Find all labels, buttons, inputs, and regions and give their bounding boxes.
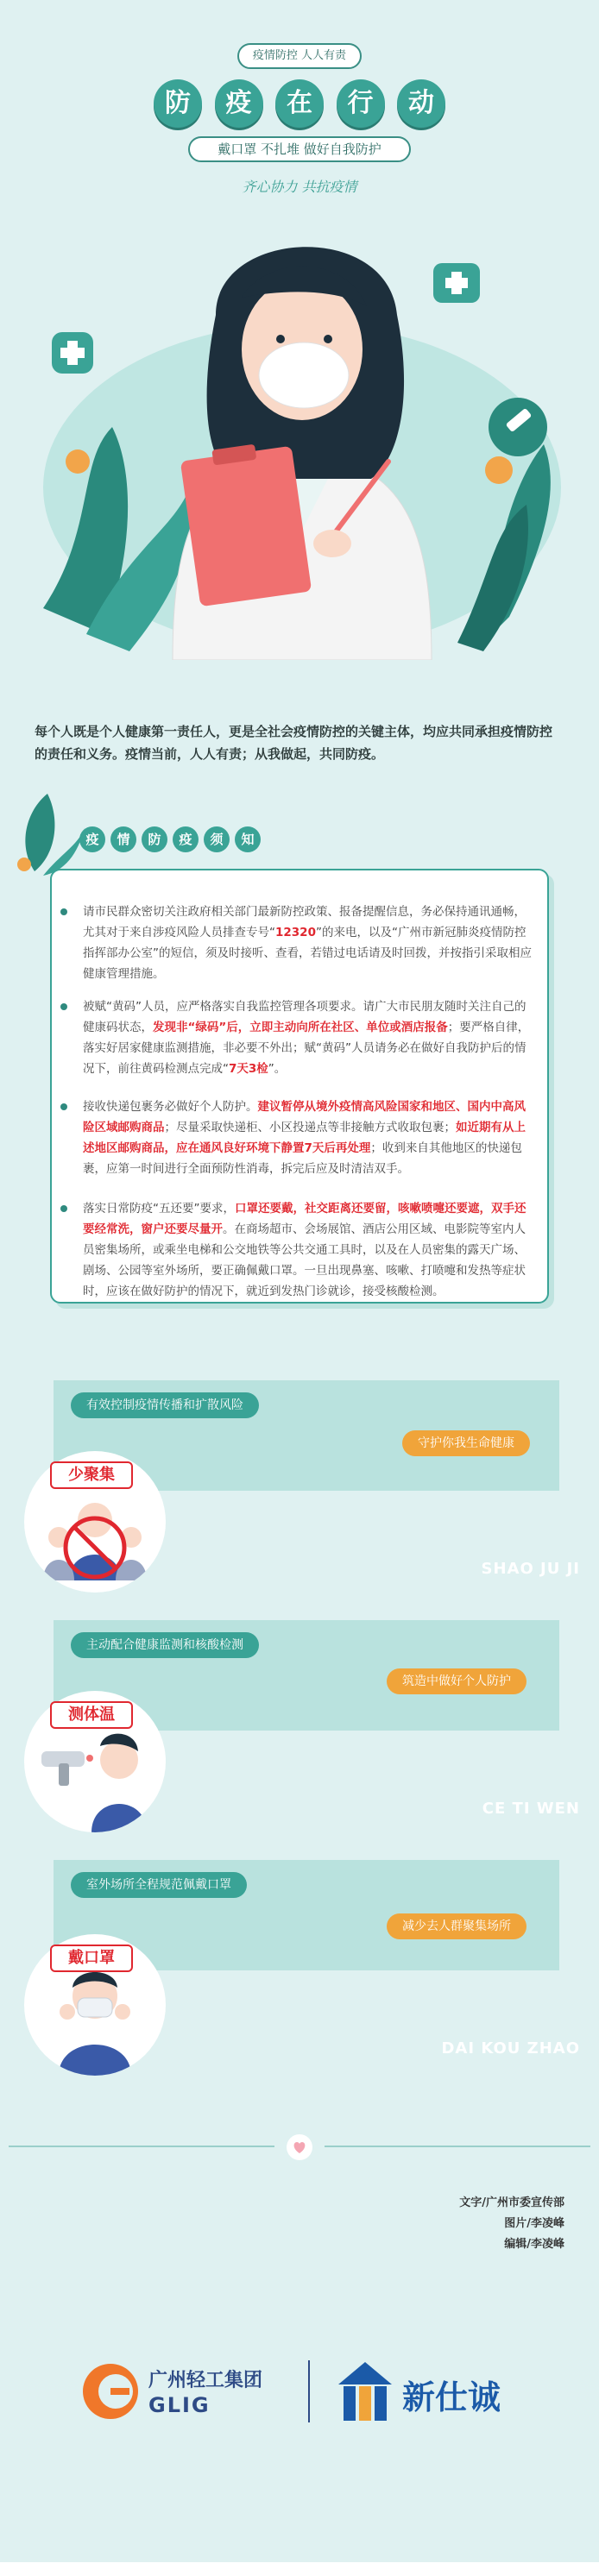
credit-line: 图片/李凌峰 bbox=[504, 2217, 564, 2230]
notice-item: 落实日常防疫“五还要”要求，口罩还要戴，社交距离还要留，咳嗽喷嚏还要遮，双手还要经常洗，窗户还要尽量开。在商场超市、会场展馆、酒店公用区域、电影院等室内人员密集场所，或乘坐电梯和公交地铁等公共交通工具时，以及在人员密集的露天广场、剧场、公园等室外场所，要正确佩戴口罩。一旦出现鼻塞、咳嗽、打喷嚏和发热等症状时，应该在做好防护的情况下，就近到发热门诊就诊，接受核酸检测。 bbox=[83, 1198, 532, 1302]
intro-text: 每个人既是个人健康第一责任人，更是全社会疫情防控的关键主体，均应共同承担疫情防控的责任和义务。疫情当前，人人有责；从我做起，共同防疫。 bbox=[35, 724, 553, 762]
heart-icon bbox=[287, 2134, 312, 2160]
title-char: 在 bbox=[275, 79, 324, 128]
glig-name-en: GLIG bbox=[148, 2393, 211, 2417]
block-pinyin: CE TI WEN bbox=[482, 1800, 580, 1818]
credit-line: 文字/广州市委宣传部 bbox=[459, 2196, 564, 2209]
notice-card bbox=[50, 869, 549, 1304]
title-char: 疫 bbox=[215, 79, 263, 128]
title-char: 防 bbox=[154, 79, 202, 128]
notice-item: 接收快递包裹务必做好个人防护。建议暂停从境外疫情高风险国家和地区、国内中高风险区域邮购商品；尽量采取快递柜、小区投递点等非接触方式收取包裹；如近期有从上述地区邮购商品，应在通风良好环境下静置7天后再处理；收到来自其他地区的快递包裹，应第一时间进行全面预防性消毒，拆完后应及时清洁双手。 bbox=[83, 1096, 532, 1179]
block-green-pill: 有效控制疫情传播和扩散风险 bbox=[71, 1392, 259, 1418]
block-pinyin: DAI KOU ZHAO bbox=[441, 2039, 580, 2058]
notice-heading-char: 防 bbox=[142, 826, 167, 852]
bullet-dot bbox=[60, 1205, 67, 1212]
notice-heading-char: 知 bbox=[235, 826, 261, 852]
xsc-name: 新仕诚 bbox=[402, 2378, 501, 2416]
slogan: 齐心协力 共抗疫情 bbox=[242, 179, 357, 195]
block-green-pill: 室外场所全程规范佩戴口罩 bbox=[71, 1872, 247, 1898]
block-label: 测体温 bbox=[50, 1701, 133, 1729]
block-label: 少聚集 bbox=[50, 1461, 133, 1489]
glig-mark-icon bbox=[79, 2360, 142, 2422]
notice-heading bbox=[79, 826, 261, 852]
glig-name-cn: 广州轻工集团 bbox=[148, 2370, 263, 2391]
title-row bbox=[154, 79, 445, 131]
notice-heading-char: 疫 bbox=[173, 826, 199, 852]
notice-heading-char: 情 bbox=[110, 826, 136, 852]
leaf-decoration bbox=[9, 785, 86, 880]
notice-heading-char: 疫 bbox=[79, 826, 105, 852]
block-orange-pill: 减少去人群聚集场所 bbox=[387, 1913, 526, 1939]
glig-logo bbox=[79, 2357, 269, 2426]
bottom-margin bbox=[0, 2562, 599, 2576]
notice-heading-char: 须 bbox=[204, 826, 230, 852]
notice-item: 被赋“黄码”人员，应严格落实自我监控管理各项要求。请广大市民朋友随时关注自己的健康码状态，发现非“绿码”后，立即主动向所在社区、单位或酒店报备；要严格自律，落实好居家健康监测措施，非必要不外出；赋“黄码”人员请务必在做好自我防护后的情况下，前往黄码检测点完成“7天3检”。 bbox=[83, 996, 532, 1079]
bullet-dot bbox=[60, 1103, 67, 1110]
footer-divider bbox=[325, 2146, 590, 2147]
block-label: 戴口罩 bbox=[50, 1945, 133, 1972]
xsc-logo bbox=[335, 2357, 525, 2426]
footer-divider bbox=[9, 2146, 274, 2147]
bullet-dot bbox=[60, 908, 67, 915]
block-orange-pill: 守护你我生命健康 bbox=[402, 1430, 530, 1456]
bullet-dot bbox=[60, 1003, 67, 1010]
xsc-mark-icon bbox=[335, 2359, 395, 2422]
notice-item: 请市民群众密切关注政府相关部门最新防控政策、报备提醒信息，务必保持通讯通畅，尤其对于来自涉疫风险人员排查专号“12320”的来电，以及“广州市新冠肺炎疫情防控指挥部办公室”的短信，须及时接听、查看，若错过电话请及时回拨，并按指引采取相应健康管理措施。 bbox=[83, 902, 532, 984]
title-char: 动 bbox=[397, 79, 445, 128]
block-pinyin: SHAO JU JI bbox=[481, 1560, 580, 1578]
subtitle-pill: 戴口罩 不扎堆 做好自我防护 bbox=[188, 136, 411, 162]
header-tag: 疫情防控 人人有责 bbox=[237, 43, 362, 69]
block-green-pill: 主动配合健康监测和核酸检测 bbox=[71, 1632, 259, 1658]
block-orange-pill: 筑造中做好个人防护 bbox=[387, 1668, 526, 1694]
title-char: 行 bbox=[337, 79, 385, 128]
logo-separator bbox=[308, 2360, 310, 2422]
credit-line: 编辑/李凌峰 bbox=[504, 2238, 564, 2251]
doctor-illustration bbox=[26, 203, 573, 660]
